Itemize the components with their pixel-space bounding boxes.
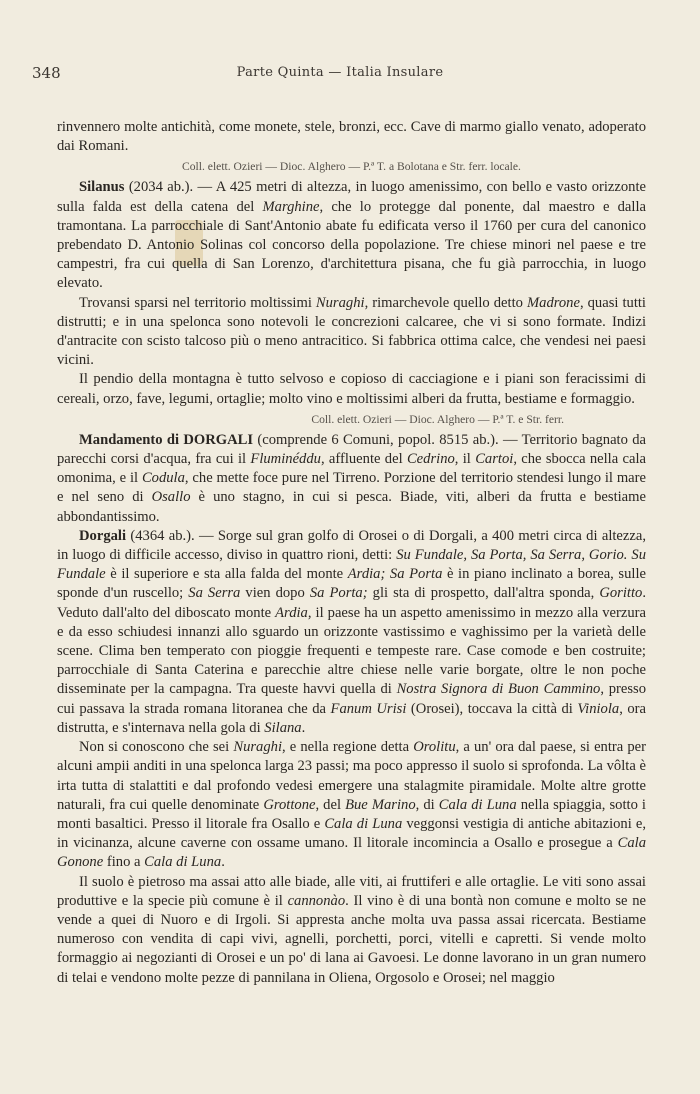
text-run: , rimarchevole quello detto [364,294,527,311]
italic-term: cannonào [287,892,346,909]
italic-term: Cala di Luna [144,854,222,871]
italic-term: Orolitu [413,739,456,756]
text-run: rinvennero molte antichità, come monete, stele, bronzi, ecc. Cave di marmo giallo venato, adoperato dai Romani. [57,119,646,155]
text-run: , ora distrutta, e s'internava nella gola di [57,700,646,736]
italic-term: Cala Gonone [57,835,646,871]
text-run: (Orosei), toccava la città di [406,700,578,717]
bold-term: Silanus [79,179,125,196]
italic-term: Cala di Luna [438,796,517,813]
italic-term: Silana [264,719,302,736]
italic-term: Viniola [577,700,620,717]
paragraph-pendio [57,370,646,408]
italic-term: Ardia [275,604,308,621]
text-run: , che mette foce pure nel Tirreno. Porzione del territorio stendesi lungo il mare e nel seno di [57,470,646,506]
text-run: vien dopo [240,585,310,602]
text-run: veggonsi vestigia di antiche abitazioni e, in vicinanza, alcune caverne con ossame umano. Il litorale incomincia a Osallo e prosegue a [57,815,646,852]
italic-term: Nuraghi [233,739,282,756]
text-run: . Il vino è di una bontà non comune e molto se ne vende a quei di Nuoro e di Irgoli. Si appresta anche molta uva passa assai ricercata. Bestiame numeroso con vendita di capi vivi, agnelli, porchetti, porci, vitelli e capretti. Si vende molto formaggio ai negozianti di Orosei e un po' di lana ai Gavoesi. Le donne lavorano in un gran numero di telai e vendono molte pezze di pannilana in Oliena, Orgosolo e Orosei; nel maggio [57,892,646,986]
paragraph-sei-nuraghi [57,738,646,872]
text-run: (4364 ab.). — Sorge sul gran golfo di Orosei o di Dorgali, a 400 metri circa di altezza, in luogo di difficile accesso, diviso in quattro rioni, detti: [57,527,646,564]
italic-term: Marghine [262,198,320,215]
text-run: , quasi tutti distrutti; e in una spelonca sono notevoli le concrezioni calcaree, che vi si sono formate. Indizi d'antracite con scisto talcoso più o meno antracitico. Si fabbrica ottima calce, che vendesi nei paesi vicini. [57,294,646,369]
text-run: è uno stagno, in cui si pesca. Biade, viti, alberi da frutta e bestiame abbondantissimo. [57,489,646,525]
italic-term: Sa Porta; [309,585,368,602]
text-run: , presso cui passava la strada romana litoranea che da [57,681,646,717]
paragraph-nuraghi [57,294,646,371]
text-run: , a un' ora dal paese, si entra per alcuni ampii anditi in una spelonca larga 23 passi; ma poco appresso il suolo si sprofonda. La vôlta è irta tutta di stalattiti e dal profondo vedesi emergere una stalagmite piramidale. Molte altre grotte naturali, fra cui quelle denominate [57,739,646,813]
text-run: (comprende 6 Comuni, popol. 8515 ab.). — Territorio bagnato da parecchi corsi d'acqua, fra cui il [57,431,646,468]
italic-term: Cartoi [475,451,514,468]
italic-term: Fluminéddu [250,451,321,468]
text-run: . Veduto dall'alto del diboscato monte [57,585,646,621]
text-run: , affluente del [320,451,407,468]
paragraph-dorgali [57,527,646,738]
italic-term: Codula [141,470,185,487]
text-run: , che sbocca nella cala omonima, e il [57,451,647,487]
italic-term: Ardia; Sa Porta [347,566,443,583]
italic-term: Osallo [151,489,191,506]
italic-term: Nuraghi [315,294,365,311]
italic-term: Bue Marino [345,796,416,813]
text-run: Non si conoscono che sei [79,739,234,756]
page-header [30,64,650,86]
italic-term: Grottone [263,796,316,813]
text-run: , che lo protegge dal ponente, dal maestro e dalla tramontana. La parrocchiale di Sant'Antonio abate fu edificata verso il 1760 per cura del canonico prebendato D. Antonio Solinas col concorso della popolazione. Tre chiese minori nel paese e tre campestri, fra cui quella di San Lorenzo, d'architettura pisana, che fu già parrocchia, in luogo elevato. [57,198,646,292]
italic-term: Goritto [599,585,643,602]
text-run: nella spiaggia, sotto i monti basaltici. Presso il litorale fra Osallo e [57,796,646,832]
collegio-note: Coll. elett. Ozieri — Dioc. Alghero — P.ª T. a Bolotana e Str. ferr. locale. [182,160,521,174]
bold-term: Dorgali [79,527,127,544]
text-run: , del [315,796,346,813]
italic-term: Fanum Urisi [330,700,407,717]
paragraph-intro [57,118,646,156]
text-run: . [301,719,306,736]
paragraph-mandamento [57,431,646,527]
text-run: fino a [103,854,145,871]
italic-term: Su Fundale, Sa Porta, Sa Serra, Gorio. Su Fundale [57,547,646,583]
text-run: , il paese ha un aspetto amenissimo in mezzo alla verzura e da esso schiudesi innanzi allo sguardo un orizzonte vastissimo e vaghissimo per la varietà delle scene. Clima ben temperato con pioggie frequenti e tempeste rare. Case comode e ben costruite; parrocchiale di Santa Caterina e parecchie altre chiese nelle varie borgate, oltre le non poche disseminate per la campagna. Tra queste havvi quella di [57,604,646,698]
italic-term: Nostra Signora di Buon Cammino [396,681,601,698]
text-run: Il suolo è pietroso ma assai atto alle biade, alle viti, ai fruttiferi e alle ortaglie. Le viti sono assai produttive e la specie più comune è il [57,873,646,909]
text-run: . [221,854,225,871]
italic-term: Sa Serra [188,585,241,602]
italic-term: Cala di Luna [324,815,403,832]
text-run: (2034 ab.). — A 425 metri di altezza, in luogo amenissimo, con bello e vasto orizzonte sulla falda est della catena del [57,179,646,215]
text-run: è in piano inclinato a borea, sulle sponde d'un ruscello; [57,566,646,602]
text-run: , e nella regione detta [282,739,414,756]
bold-term: Mandamento di [79,431,184,448]
text-run: , il [454,451,476,468]
paragraph-silanus [57,178,646,293]
paragraph-suolo [57,873,646,988]
text-run: gli sta di prospetto, dall'altra sponda, [367,585,600,602]
bold-term: DORGALI [183,431,254,448]
running-title: Parte Quinta — Italia Insulare [236,65,444,80]
text-run: Trovansi sparsi nel territorio moltissimi [79,294,316,311]
page-number: 348 [32,64,61,82]
body-text [57,118,646,988]
italic-term: Cedrino [406,451,455,468]
italic-term: Madrone [526,294,580,311]
collegio-note: Coll. elett. Ozieri — Dioc. Alghero — P.ª T. e Str. ferr. [311,412,564,426]
text-run: Il pendio della montagna è tutto selvoso e copioso di cacciagione e i piani son feracissimi di cereali, orzo, fave, legumi, ortaglie; molto vino e moltissimi alberi da frutta, bestiame e formaggio. [57,371,646,407]
text-run: , di [415,796,439,813]
text-run: è il superiore e sta alla falda del monte [105,566,348,583]
